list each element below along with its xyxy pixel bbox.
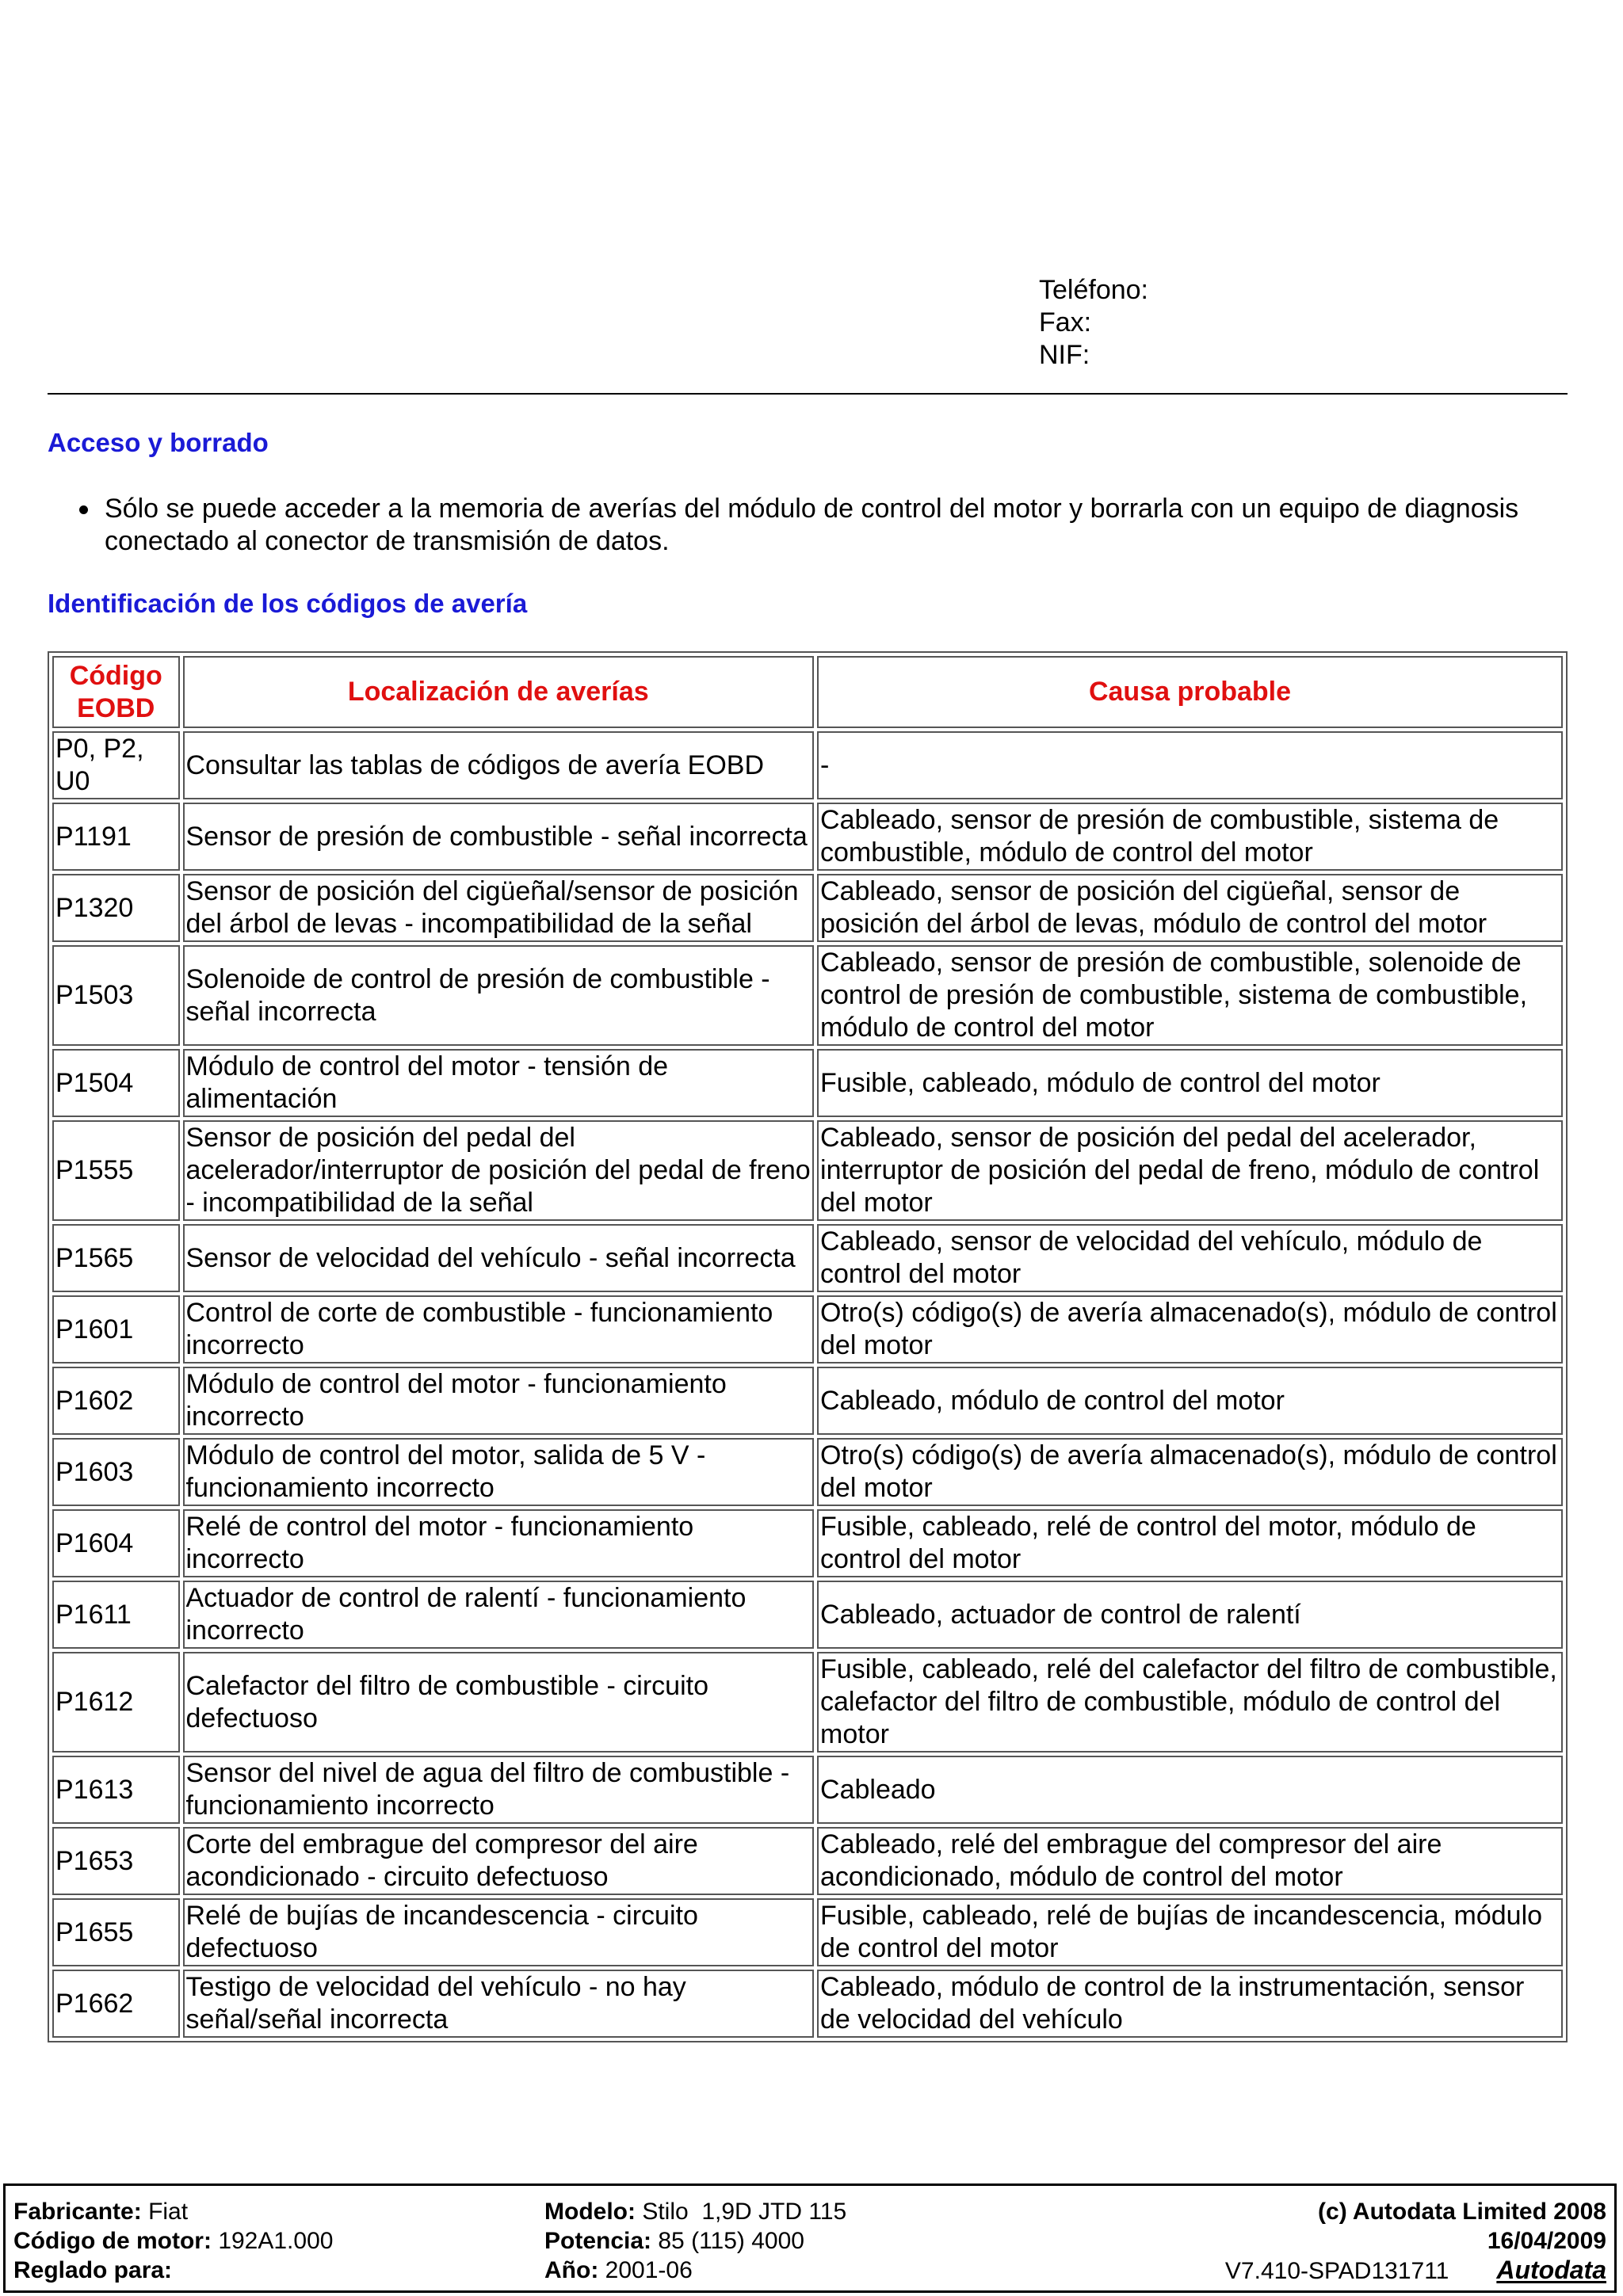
cause-cell: Cableado, sensor de presión de combustible, sistema de combustible, módulo de control del motor — [817, 803, 1563, 871]
location-cell: Módulo de control del motor, salida de 5 V - funcionamiento incorrecto — [183, 1438, 815, 1506]
location-cell: Sensor de posición del pedal del acelerador/interruptor de posición del pedal de freno - incompatibilidad de la señal — [183, 1120, 815, 1221]
location-cell: Módulo de control del motor - tensión de alimentación — [183, 1049, 815, 1117]
table-row — [52, 874, 1563, 942]
code-cell: P1555 — [52, 1120, 180, 1221]
fabricante-label: Fabricante: — [13, 2199, 142, 2225]
footer-middle — [544, 2197, 846, 2285]
table-row — [52, 1756, 1563, 1824]
location-cell: Corte del embrague del compresor del aire acondicionado - circuito defectuoso — [183, 1827, 815, 1895]
location-cell: Testigo de velocidad del vehículo - no hay señal/señal incorrecta — [183, 1970, 815, 2038]
location-cell: Calefactor del filtro de combustible - circuito defectuoso — [183, 1652, 815, 1753]
cause-cell: Cableado, relé del embrague del compresor del aire acondicionado, módulo de control del motor — [817, 1827, 1563, 1895]
cause-cell: Fusible, cableado, relé de control del motor, módulo de control del motor — [817, 1509, 1563, 1577]
nif-label: NIF: — [1039, 340, 1090, 370]
table-row — [52, 1509, 1563, 1577]
table-row — [52, 1898, 1563, 1966]
cause-cell: Cableado — [817, 1756, 1563, 1824]
code-cell: P1613 — [52, 1756, 180, 1824]
table-row — [52, 1120, 1563, 1221]
cause-cell: Fusible, cableado, relé de bujías de incandescencia, módulo de control del motor — [817, 1898, 1563, 1966]
cause-cell: - — [817, 731, 1563, 799]
modelo-label: Modelo: — [544, 2199, 636, 2225]
location-cell: Control de corte de combustible - funcionamiento incorrecto — [183, 1295, 815, 1363]
table-row — [52, 803, 1563, 871]
copyright-text: (c) Autodata Limited 2008 — [1318, 2199, 1606, 2225]
cause-cell: Cableado, sensor de posición del cigüeñal, sensor de posición del árbol de levas, módulo de control del motor — [817, 874, 1563, 942]
location-cell: Sensor de presión de combustible - señal incorrecta — [183, 803, 815, 871]
section-title-acceso: Acceso y borrado — [48, 428, 269, 457]
cause-cell: Cableado, actuador de control de ralentí — [817, 1581, 1563, 1649]
code-cell: P1504 — [52, 1049, 180, 1117]
table-row — [52, 1827, 1563, 1895]
location-cell: Consultar las tablas de códigos de avería EOBD — [183, 731, 815, 799]
cause-cell: Cableado, sensor de presión de combustible, solenoide de control de presión de combustible, sistema de combustible, módulo de control del motor — [817, 945, 1563, 1046]
anio-label: Año: — [544, 2257, 599, 2283]
location-cell: Relé de control del motor - funcionamiento incorrecto — [183, 1509, 815, 1577]
code-cell: P1612 — [52, 1652, 180, 1753]
fax-label: Fax: — [1039, 307, 1092, 338]
code-cell: P1191 — [52, 803, 180, 871]
section-title-identificacion: Identificación de los códigos de avería — [48, 589, 528, 618]
table-row — [52, 1581, 1563, 1649]
header-causa: Causa probable — [817, 656, 1563, 728]
code-cell: P1602 — [52, 1367, 180, 1435]
anio-value: 2001-06 — [605, 2257, 693, 2283]
location-cell: Solenoide de control de presión de combustible - señal incorrecta — [183, 945, 815, 1046]
fault-codes-table — [48, 651, 1568, 2042]
potencia-value: 85 (115) 4000 — [658, 2228, 804, 2254]
cause-cell: Cableado, módulo de control de la instrumentación, sensor de velocidad del vehículo — [817, 1970, 1563, 2038]
table-row — [52, 1652, 1563, 1753]
table-row — [52, 1049, 1563, 1117]
location-cell: Actuador de control de ralentí - funcionamiento incorrecto — [183, 1581, 815, 1649]
telefono-label: Teléfono: — [1039, 275, 1148, 305]
table-row — [52, 1367, 1563, 1435]
cause-cell: Otro(s) código(s) de avería almacenado(s), módulo de control del motor — [817, 1438, 1563, 1506]
code-cell: P1655 — [52, 1898, 180, 1966]
codigo-motor-label: Código de motor: — [13, 2228, 212, 2254]
location-cell: Sensor de velocidad del vehículo - señal incorrecta — [183, 1224, 815, 1292]
autodata-logo: Autodata — [1496, 2256, 1606, 2284]
contact-block — [1039, 274, 1148, 372]
reglado-label: Reglado para: — [13, 2257, 173, 2283]
document-footer — [3, 2183, 1617, 2293]
code-cell: P1604 — [52, 1509, 180, 1577]
code-cell: P1603 — [52, 1438, 180, 1506]
table-row — [52, 1295, 1563, 1363]
table-row — [52, 1224, 1563, 1292]
cause-cell: Cableado, sensor de velocidad del vehículo, módulo de control del motor — [817, 1224, 1563, 1292]
fabricante-value: Fiat — [148, 2199, 189, 2225]
cause-cell: Fusible, cableado, relé del calefactor del filtro de combustible, calefactor del filtro de combustible, módulo de control del motor — [817, 1652, 1563, 1753]
footer-right — [1225, 2197, 1606, 2286]
header-localizacion: Localización de averías — [183, 656, 815, 728]
code-cell: P1503 — [52, 945, 180, 1046]
code-cell: P1565 — [52, 1224, 180, 1292]
cause-cell: Fusible, cableado, módulo de control del motor — [817, 1049, 1563, 1117]
version-text: V7.410-SPAD131711 — [1224, 2258, 1449, 2284]
location-cell: Sensor de posición del cigüeñal/sensor de posición del árbol de levas - incompatibilidad de la señal — [183, 874, 815, 942]
codigo-motor-value: 192A1.000 — [218, 2228, 334, 2254]
table-row — [52, 1438, 1563, 1506]
header-codigo: Código EOBD — [52, 656, 180, 728]
location-cell: Relé de bujías de incandescencia - circuito defectuoso — [183, 1898, 815, 1966]
table-row — [52, 731, 1563, 799]
code-cell: P1320 — [52, 874, 180, 942]
cause-cell: Cableado, sensor de posición del pedal del acelerador, interruptor de posición del pedal de freno, módulo de control del motor — [817, 1120, 1563, 1221]
code-cell: P1611 — [52, 1581, 180, 1649]
cause-cell: Cableado, módulo de control del motor — [817, 1367, 1563, 1435]
bullet-dot-icon — [79, 505, 88, 514]
access-bullet-text: Sólo se puede acceder a la memoria de averías del módulo de control del motor y borrarla con un equipo de diagnosis conectado al conector de transmisión de datos. — [105, 494, 1519, 556]
potencia-label: Potencia: — [544, 2228, 652, 2254]
table-row — [52, 1970, 1563, 2038]
modelo-value: Stilo 1,9D JTD 115 — [642, 2199, 847, 2225]
code-cell: P1601 — [52, 1295, 180, 1363]
print-date: 16/04/2009 — [1487, 2228, 1606, 2254]
location-cell: Módulo de control del motor - funcionamiento incorrecto — [183, 1367, 815, 1435]
table-header-row — [52, 656, 1563, 728]
footer-left — [13, 2197, 333, 2285]
header-divider — [48, 393, 1568, 395]
cause-cell: Otro(s) código(s) de avería almacenado(s), módulo de control del motor — [817, 1295, 1563, 1363]
code-cell: P1653 — [52, 1827, 180, 1895]
code-cell: P0, P2, U0 — [52, 731, 180, 799]
table-row — [52, 945, 1563, 1046]
location-cell: Sensor del nivel de agua del filtro de combustible - funcionamiento incorrecto — [183, 1756, 815, 1824]
code-cell: P1662 — [52, 1970, 180, 2038]
